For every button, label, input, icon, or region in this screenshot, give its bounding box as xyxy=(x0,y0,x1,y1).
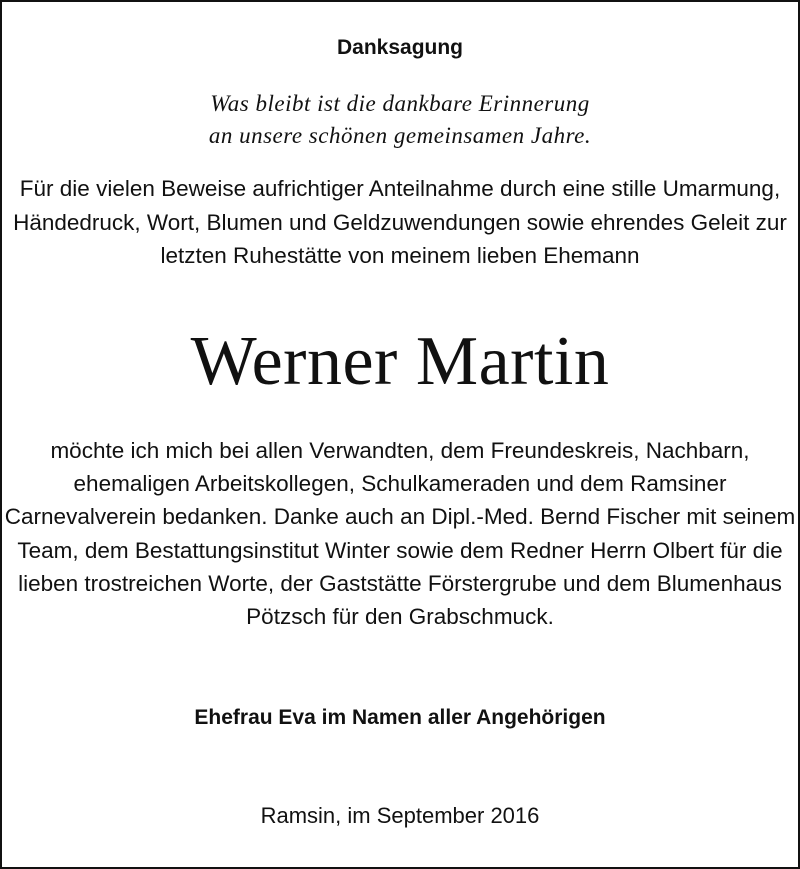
intro-line: Geldzuwendungen sowie ehrendes Geleit zur letzten xyxy=(160,209,787,268)
thanks-line: Olbert für die lieben trostreichen Worte, der Gaststätte xyxy=(18,537,783,596)
signer-line: im Namen aller Angehörigen xyxy=(321,706,606,729)
thanks-line: Förstergrube und dem Blumenhaus Pötzsch für den xyxy=(246,570,782,630)
thanks-line: möchte ich mich bei allen Verwandten, dem Freundeskreis, xyxy=(50,438,640,463)
thanks-paragraph xyxy=(2,434,798,633)
thanks-line: dem Bestattungsinstitut Winter sowie dem Redner Herrn xyxy=(84,537,647,563)
place-date: Ramsin, im September 2016 xyxy=(260,803,540,828)
deceased-name: Werner Martin xyxy=(190,323,610,400)
intro-paragraph xyxy=(2,172,798,273)
intro-line: eine stille Umarmung, Händedruck, Wort, Blumen und xyxy=(13,176,781,235)
signer-block xyxy=(2,701,798,735)
thanks-line: und dem Ramsiner Carnevalverein bedanken. xyxy=(4,471,727,530)
thanks-line: Danke auch an Dipl.-Med. Bernd Fischer mit seinem Team, xyxy=(17,504,796,563)
notice-heading: Danksagung xyxy=(336,36,464,59)
intro-line: Ruhestätte von meinem lieben Ehemann xyxy=(233,243,640,268)
signer-line: Ehefrau Eva xyxy=(194,706,316,729)
motto-line: Was bleibt ist die dankbare Erinnerung xyxy=(210,91,590,116)
thanks-line: Grabschmuck. xyxy=(408,604,554,630)
thanks-line: Nachbarn, ehemaligen Arbeitskollegen, Schulkameraden xyxy=(73,438,750,497)
intro-line: Für die vielen Beweise aufrichtiger Anteilnahme durch xyxy=(19,176,557,201)
memorial-motto xyxy=(2,88,798,152)
motto-line: an unsere schönen gemeinsamen Jahre. xyxy=(208,123,592,148)
